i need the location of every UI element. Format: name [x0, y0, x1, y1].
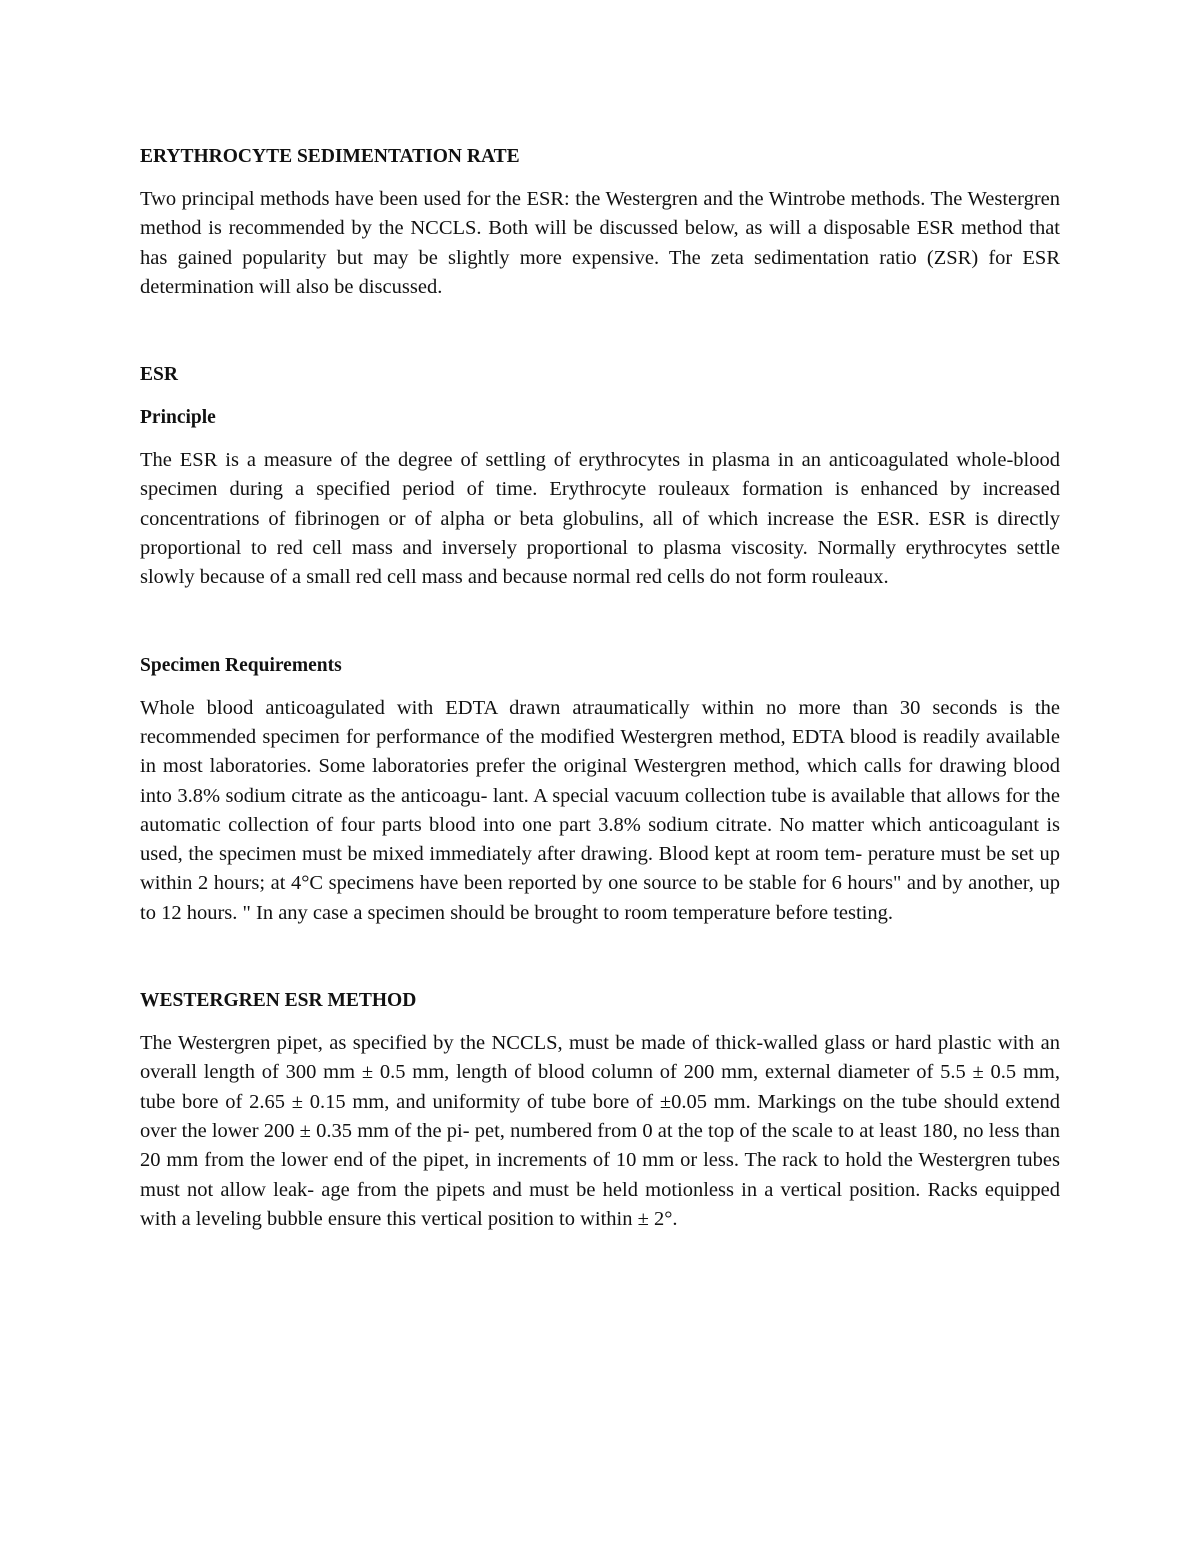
- spacer: [140, 1015, 1060, 1029]
- spacer: [140, 593, 1060, 651]
- esr-heading: ESR: [140, 364, 178, 386]
- specimen-paragraph: Whole blood anticoagulated with EDTA drawn atraumatically within no more than 30 seconds is the recommended specimen for performance of the modified Westergren method, EDTA blood is readily available in most laboratories. Some laboratories prefer the original Westergren method, which calls for drawing blood into 3.8% sodium citrate as the anticoagu- lant. A special vacuum collection tube is available that allows for the automatic collection of four parts blood into one part 3.8% sodium citrate. No matter which anticoagulant is used, the specimen must be mixed immediately after drawing. Blood kept at room tem- perature must be set up within 2 hours; at 4°C specimens have been reported by one source to be stable for 6 hours" and by another, up to 12 hours. " In any case a specimen should be brought to room temperature before testing.: [140, 696, 1060, 924]
- spacer: [140, 171, 1060, 185]
- document-page: [140, 142, 1060, 1234]
- westergren-heading: WESTERGREN ESR METHOD: [140, 990, 417, 1012]
- spacer: [140, 928, 1060, 986]
- principle-paragraph: The ESR is a measure of the degree of settling of erythrocytes in plasma in an anticoagulated whole-blood specimen during a specified period of time. Erythrocyte rouleaux formation is enhanced by increased concentrations of fibrinogen or of alpha or beta globulins, all of which increase the ESR. ESR is directly proportional to red cell mass and inversely proportional to plasma viscosity. Normally erythrocytes settle slowly because of a small red cell mass and because normal red cells do not form rouleaux.: [140, 449, 1060, 589]
- spacer: [140, 680, 1060, 694]
- spacer: [140, 302, 1060, 360]
- spacer: [140, 389, 1060, 403]
- intro-paragraph: Two principal methods have been used for the ESR: the Westergren and the Wintrobe methods. The Westergren method is recommended by the NCCLS. Both will be discussed below, as will a disposable ESR method that has gained popularity but may be slightly more expensive. The zeta sedimentation ratio (ZSR) for ESR determination will also be discussed.: [140, 188, 1060, 298]
- specimen-heading: Specimen Requirements: [140, 654, 342, 676]
- westergren-paragraph: The Westergren pipet, as specified by the NCCLS, must be made of thick-walled glass or hard plastic with an overall length of 300 mm ± 0.5 mm, length of blood column of 200 mm, external diameter of 5.5 ± 0.5 mm, tube bore of 2.65 ± 0.15 mm, and uniformity of tube bore of ±0.05 mm. Markings on the tube should extend over the lower 200 ± 0.35 mm of the pi- pet, numbered from 0 at the top of the scale to at least 180, no less than 20 mm from the lower end of the pipet, in increments of 10 mm or less. The rack to hold the Westergren tubes must not allow leak- age from the pipets and must be held motionless in a vertical position. Racks equipped with a leveling bubble ensure this vertical position to within ± 2°.: [140, 1032, 1060, 1230]
- spacer: [140, 432, 1060, 446]
- document-title: ERYTHROCYTE SEDIMENTATION RATE: [140, 146, 520, 167]
- principle-heading: Principle: [140, 407, 216, 429]
